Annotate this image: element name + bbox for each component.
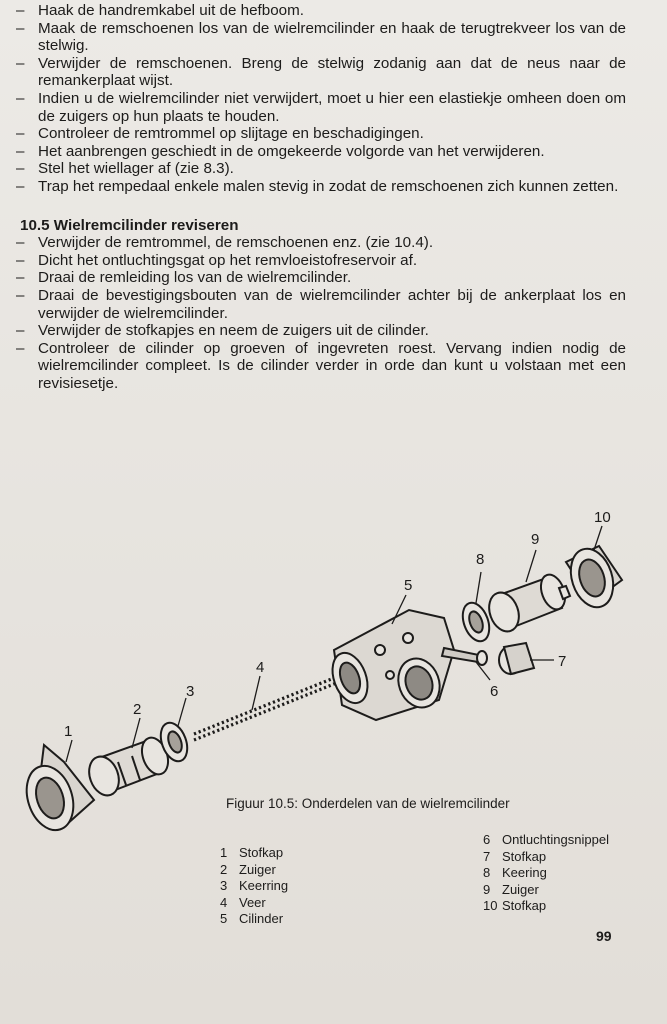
legend-label: Zuiger bbox=[502, 881, 539, 897]
legend-number: 3 bbox=[220, 878, 228, 894]
legend-row bbox=[483, 865, 609, 882]
callout-6: 6 bbox=[490, 683, 499, 700]
step-item: – Dicht het ontluchtingsgat op het remvloeistofreservoir af. bbox=[14, 252, 626, 270]
legend-label: Keering bbox=[502, 865, 547, 881]
exploded-view-figure bbox=[14, 500, 639, 840]
legend-label: Ontluchtingsnippel bbox=[502, 832, 609, 847]
instruction-item: – Het aanbrengen geschiedt in de omgekeerde volgorde van het verwijderen. bbox=[14, 143, 626, 161]
instruction-item: – Indien u de wielremcilinder niet verwijdert, moet u hier een elastiekje omheen doen om de zuigers op hun plaats te houden. bbox=[14, 90, 626, 125]
part-cylinder bbox=[326, 610, 454, 720]
legend-row bbox=[220, 862, 288, 879]
callout-4: 4 bbox=[256, 659, 265, 676]
legend-number: 2 bbox=[220, 861, 228, 877]
step-item: – Verwijder de stofkapjes en neem de zuigers uit de cilinder. bbox=[14, 322, 626, 340]
page-number: 99 bbox=[596, 928, 612, 944]
step-item: – Controleer de cilinder op groeven of ingevreten roest. Vervang indien nodig de wielremcilinder compleet. Is de cilinder verder in orde dan kunt u volstaan met een revisiesetje. bbox=[14, 340, 626, 393]
legend-number: 4 bbox=[220, 894, 228, 910]
legend-label: Stofkap bbox=[502, 848, 547, 864]
callout-2: 2 bbox=[133, 701, 142, 718]
callout-10: 10 bbox=[594, 509, 611, 526]
legend-number: 7 bbox=[483, 848, 491, 864]
legend-row bbox=[483, 882, 609, 899]
legend-right bbox=[483, 832, 609, 915]
callout-7: 7 bbox=[558, 653, 567, 670]
callout-5: 5 bbox=[404, 577, 413, 594]
instruction-list bbox=[14, 2, 626, 196]
part-dust-cap-small bbox=[499, 643, 534, 674]
wheel-cylinder-drawing bbox=[14, 500, 639, 840]
step-item: – Draai de bevestigingsbouten van de wielremcilinder achter bij de ankerplaat los en verwijder de wielremcilinder. bbox=[14, 287, 626, 322]
instruction-item: – Verwijder de remschoenen. Breng de stelwig zodanig aan dat de neus naar de remankerplaat wijst. bbox=[14, 55, 626, 90]
instruction-item: – Haak de handremkabel uit de hefboom. bbox=[14, 2, 626, 20]
part-spring bbox=[194, 672, 349, 740]
legend-number: 6 bbox=[483, 832, 491, 847]
callout-9: 9 bbox=[531, 531, 540, 548]
part-dust-cap-left bbox=[19, 745, 94, 836]
legend-label: Veer bbox=[239, 894, 266, 910]
callout-8: 8 bbox=[476, 551, 485, 568]
legend-number: 8 bbox=[483, 865, 491, 881]
legend-row bbox=[220, 845, 288, 862]
legend-number: 10 bbox=[483, 898, 498, 914]
instruction-item: – Stel het wiellager af (zie 8.3). bbox=[14, 160, 626, 178]
legend-label: Zuiger bbox=[239, 861, 276, 877]
section-steps bbox=[14, 234, 626, 392]
part-dust-cap-right bbox=[564, 543, 622, 612]
callout-1: 1 bbox=[64, 723, 73, 740]
step-item: – Verwijder de remtrommel, de remschoenen enz. (zie 10.4). bbox=[14, 234, 626, 252]
legend-label: Stofkap bbox=[239, 845, 284, 860]
legend-row bbox=[220, 878, 288, 895]
legend-row bbox=[483, 832, 609, 849]
section-heading: 10.5 Wielremcilinder reviseren bbox=[20, 216, 239, 234]
legend-row bbox=[483, 849, 609, 866]
text-block bbox=[14, 2, 626, 392]
step-item: – Draai de remleiding los van de wielremcilinder. bbox=[14, 269, 626, 287]
part-piston-left bbox=[84, 734, 173, 800]
legend-label: Keerring bbox=[239, 878, 289, 894]
legend-row bbox=[483, 898, 609, 915]
legend-left bbox=[220, 845, 288, 928]
instruction-item: – Controleer de remtrommel op slijtage en beschadigingen. bbox=[14, 125, 626, 143]
legend-label: Stofkap bbox=[502, 898, 547, 914]
legend-row bbox=[220, 895, 288, 912]
legend-number: 9 bbox=[483, 881, 491, 897]
legend-number: 5 bbox=[220, 911, 228, 927]
callout-3: 3 bbox=[186, 683, 195, 700]
instruction-item: – Maak de remschoenen los van de wielremcilinder en haak de terugtrekveer los van de stelwig. bbox=[14, 20, 626, 55]
instruction-item: – Trap het rempedaal enkele malen stevig in zodat de remschoenen zich kunnen zetten. bbox=[14, 178, 626, 196]
legend-row bbox=[220, 911, 288, 928]
figure-caption: Figuur 10.5: Onderdelen van de wielremcilinder bbox=[226, 796, 510, 811]
callouts bbox=[64, 509, 611, 740]
legend-label: Cilinder bbox=[239, 911, 284, 927]
legend-number: 1 bbox=[220, 845, 228, 860]
